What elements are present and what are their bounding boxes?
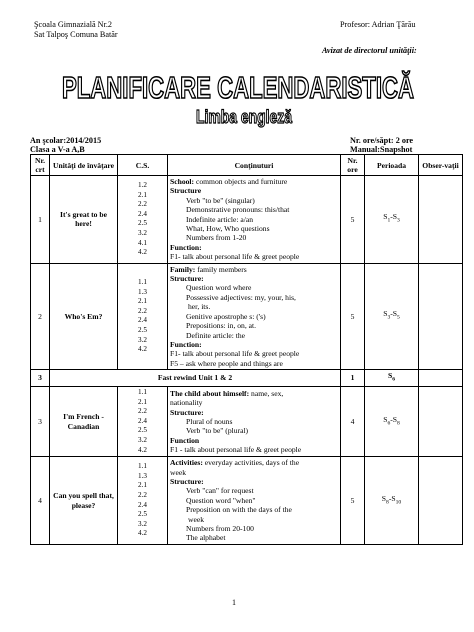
content-line — [170, 458, 338, 467]
cs-code: 4.2 — [138, 445, 147, 454]
cs-code: 3.2 — [138, 335, 147, 344]
cell-cs — [118, 263, 168, 369]
cell-period: $S_1-S_3$ — [365, 176, 419, 264]
cell-review: Fast rewind Unit 1 & 2 — [50, 370, 341, 387]
cs-code: 2.4 — [138, 500, 147, 509]
cs-code: 2.4 — [138, 316, 147, 325]
table-row — [31, 176, 463, 264]
cell-unit: It's great to be here! — [50, 176, 118, 264]
cell-content — [168, 263, 341, 369]
cs-code: 3.2 — [138, 228, 147, 237]
cs-code: 2.1 — [138, 397, 147, 406]
content-line — [170, 233, 338, 242]
cs-code: 1.1 — [138, 462, 147, 471]
cell-content — [168, 176, 341, 264]
content-text: Activities: everyday activities, days of the — [170, 458, 300, 468]
cs-code: 4.1 — [138, 238, 147, 247]
cs-code: 1.2 — [138, 180, 147, 189]
cs-code: 2.1 — [138, 297, 147, 306]
cell-cs — [118, 457, 168, 545]
cell-obs — [419, 370, 463, 387]
cs-code: 4.2 — [138, 248, 147, 257]
content-line: week — [170, 467, 187, 477]
content-text: Verb "to be" (singular) — [186, 195, 255, 205]
content-line: Structure — [170, 186, 202, 196]
content-text: Verb "can" for request — [186, 486, 254, 496]
content-text: Possessive adjectives: my, your, his, — [186, 292, 296, 302]
cell-hours: 5 — [341, 457, 365, 545]
content-line: Structure: — [170, 477, 204, 487]
content-line: F1- talk about personal life & greet people — [170, 349, 300, 359]
content-line: Function: — [170, 242, 202, 252]
content-line — [170, 215, 338, 224]
content-line — [170, 533, 338, 542]
content-line: F5 – ask where people and things are — [170, 358, 283, 368]
content-line — [170, 496, 338, 505]
content-text: Numbers from 20-100 — [186, 524, 254, 534]
content-text: Plural of nouns — [186, 416, 233, 426]
content-text: School: common objects and furniture — [170, 177, 288, 186]
school-year: An şcolar:2014/2015 — [30, 136, 102, 145]
content-line — [170, 524, 338, 533]
cs-code: 3.2 — [138, 436, 147, 445]
cell-hours: 5 — [341, 263, 365, 369]
table-header-row — [31, 155, 463, 176]
content-line: Structure: — [170, 407, 204, 417]
content-line — [170, 331, 338, 340]
content-text: Preposition on with the days of the — [186, 505, 292, 515]
cell-cs — [118, 176, 168, 264]
content-line — [170, 486, 338, 495]
table-row — [31, 457, 463, 545]
cell-nr: 1 — [31, 176, 50, 264]
content-line: her, its. — [188, 302, 211, 312]
content-text: Genitive apostrophe s: ('s) — [186, 311, 266, 321]
header-content: Conţinuturi — [168, 155, 341, 176]
header-nr: Nr. crt — [31, 155, 50, 176]
school-address: Sat Talpoş Comuna Batăr — [34, 30, 118, 39]
teacher-name: Profesor: Adrian Ţărău — [340, 20, 416, 29]
cell-hours: 4 — [341, 387, 365, 457]
cell-nr: 3 — [31, 370, 50, 387]
manual-info: Manual:Snapshot — [350, 145, 413, 154]
planning-table — [30, 154, 463, 545]
content-line — [170, 224, 338, 233]
cell-period: $S_6$ — [365, 370, 419, 387]
header-period: Perioada — [365, 155, 419, 176]
cs-code: 2.5 — [138, 325, 147, 334]
content-text: Family: family members — [170, 264, 247, 274]
header-units: Unităţi de învăţare — [50, 155, 118, 176]
cs-code: 1.3 — [138, 287, 147, 296]
content-line: nationality — [170, 398, 203, 408]
hours-per-week: Nr. ore/săpt: 2 ore — [350, 136, 414, 145]
cell-nr: 3 — [31, 387, 50, 457]
content-line — [170, 177, 338, 186]
cs-code: 2.2 — [138, 407, 147, 416]
content-text: Numbers from 1-20 — [186, 233, 247, 243]
class-info: Clasa a V-a A,B — [30, 145, 85, 154]
content-text: Question word where — [186, 283, 252, 293]
cell-period: $S_8-S_{10}$ — [365, 457, 419, 545]
content-text: Indefinite article: a/an — [186, 214, 254, 224]
content-text: Demonstrative pronouns: this/that — [186, 205, 290, 215]
content-line — [170, 205, 338, 214]
cell-unit: Can you spell that, please? — [50, 457, 118, 545]
page-number: 1 — [232, 598, 236, 607]
cs-code: 2.1 — [138, 481, 147, 490]
cs-code: 2.1 — [138, 190, 147, 199]
content-line: F1 - talk about personal life & greet people — [170, 445, 302, 455]
content-line — [170, 265, 338, 274]
header-obs: Obser-vaţii — [419, 155, 463, 176]
cs-code: 2.5 — [138, 510, 147, 519]
cs-code: 2.5 — [138, 426, 147, 435]
cs-code: 2.2 — [138, 490, 147, 499]
document-title — [58, 68, 418, 128]
content-line: Function: — [170, 339, 202, 349]
content-text: Definite article: the — [186, 330, 246, 340]
approval-line: Avizat de directorul unităţii: — [322, 46, 417, 55]
content-text: Verb "to be" (plural) — [186, 426, 249, 436]
header-cs: C.S. — [118, 155, 168, 176]
cell-hours: 5 — [341, 176, 365, 264]
cs-code: 2.5 — [138, 219, 147, 228]
cell-nr: 2 — [31, 263, 50, 369]
title-main: PLANIFICARE CALENDARISTICĂ — [62, 70, 414, 105]
content-line: week — [188, 514, 205, 524]
cell-content — [168, 457, 341, 545]
table-row — [31, 387, 463, 457]
cell-unit: I'm French - Canadian — [50, 387, 118, 457]
cs-code: 1.3 — [138, 471, 147, 480]
cell-period: $S_3-S_5$ — [365, 263, 419, 369]
content-text: Prepositions: in, on, at. — [186, 321, 257, 331]
content-line: Function — [170, 435, 200, 445]
title-subtitle: Limba engleză — [196, 107, 293, 127]
content-line — [170, 293, 338, 302]
review-row — [31, 370, 463, 387]
cell-obs — [419, 387, 463, 457]
cell-obs — [419, 457, 463, 545]
content-line — [170, 321, 338, 330]
content-line — [170, 426, 338, 435]
cs-code: 4.2 — [138, 529, 147, 538]
content-text: The alphabet — [186, 533, 226, 543]
cell-cs — [118, 387, 168, 457]
content-text: What, How, Who questions — [186, 224, 270, 234]
header-hours: Nr. ore — [341, 155, 365, 176]
content-line — [170, 312, 338, 321]
cell-content — [168, 387, 341, 457]
cell-hours: 1 — [341, 370, 365, 387]
cell-period: $S_6-S_8$ — [365, 387, 419, 457]
content-line — [170, 283, 338, 292]
cs-code: 1.1 — [138, 278, 147, 287]
table-row — [31, 263, 463, 369]
cell-obs — [419, 263, 463, 369]
content-line — [170, 417, 338, 426]
cs-code: 1.1 — [138, 388, 147, 397]
content-text: The child about himself: name, sex, — [170, 388, 284, 398]
cell-unit: Who's Em? — [50, 263, 118, 369]
cs-code: 3.2 — [138, 519, 147, 528]
content-line — [170, 196, 338, 205]
cs-code: 2.4 — [138, 416, 147, 425]
cs-code: 4.2 — [138, 345, 147, 354]
cs-code: 2.2 — [138, 200, 147, 209]
table-body — [31, 176, 463, 545]
content-text: Question word "when" — [186, 495, 256, 505]
cs-code: 2.2 — [138, 306, 147, 315]
cs-code: 2.4 — [138, 209, 147, 218]
content-line — [170, 505, 338, 514]
school-name: Şcoala Gimnazială Nr.2 — [34, 20, 112, 29]
content-line: F1- talk about personal life & greet people — [170, 252, 300, 262]
cell-obs — [419, 176, 463, 264]
content-line: Structure: — [170, 274, 204, 284]
cell-nr: 4 — [31, 457, 50, 545]
content-line — [170, 389, 338, 398]
